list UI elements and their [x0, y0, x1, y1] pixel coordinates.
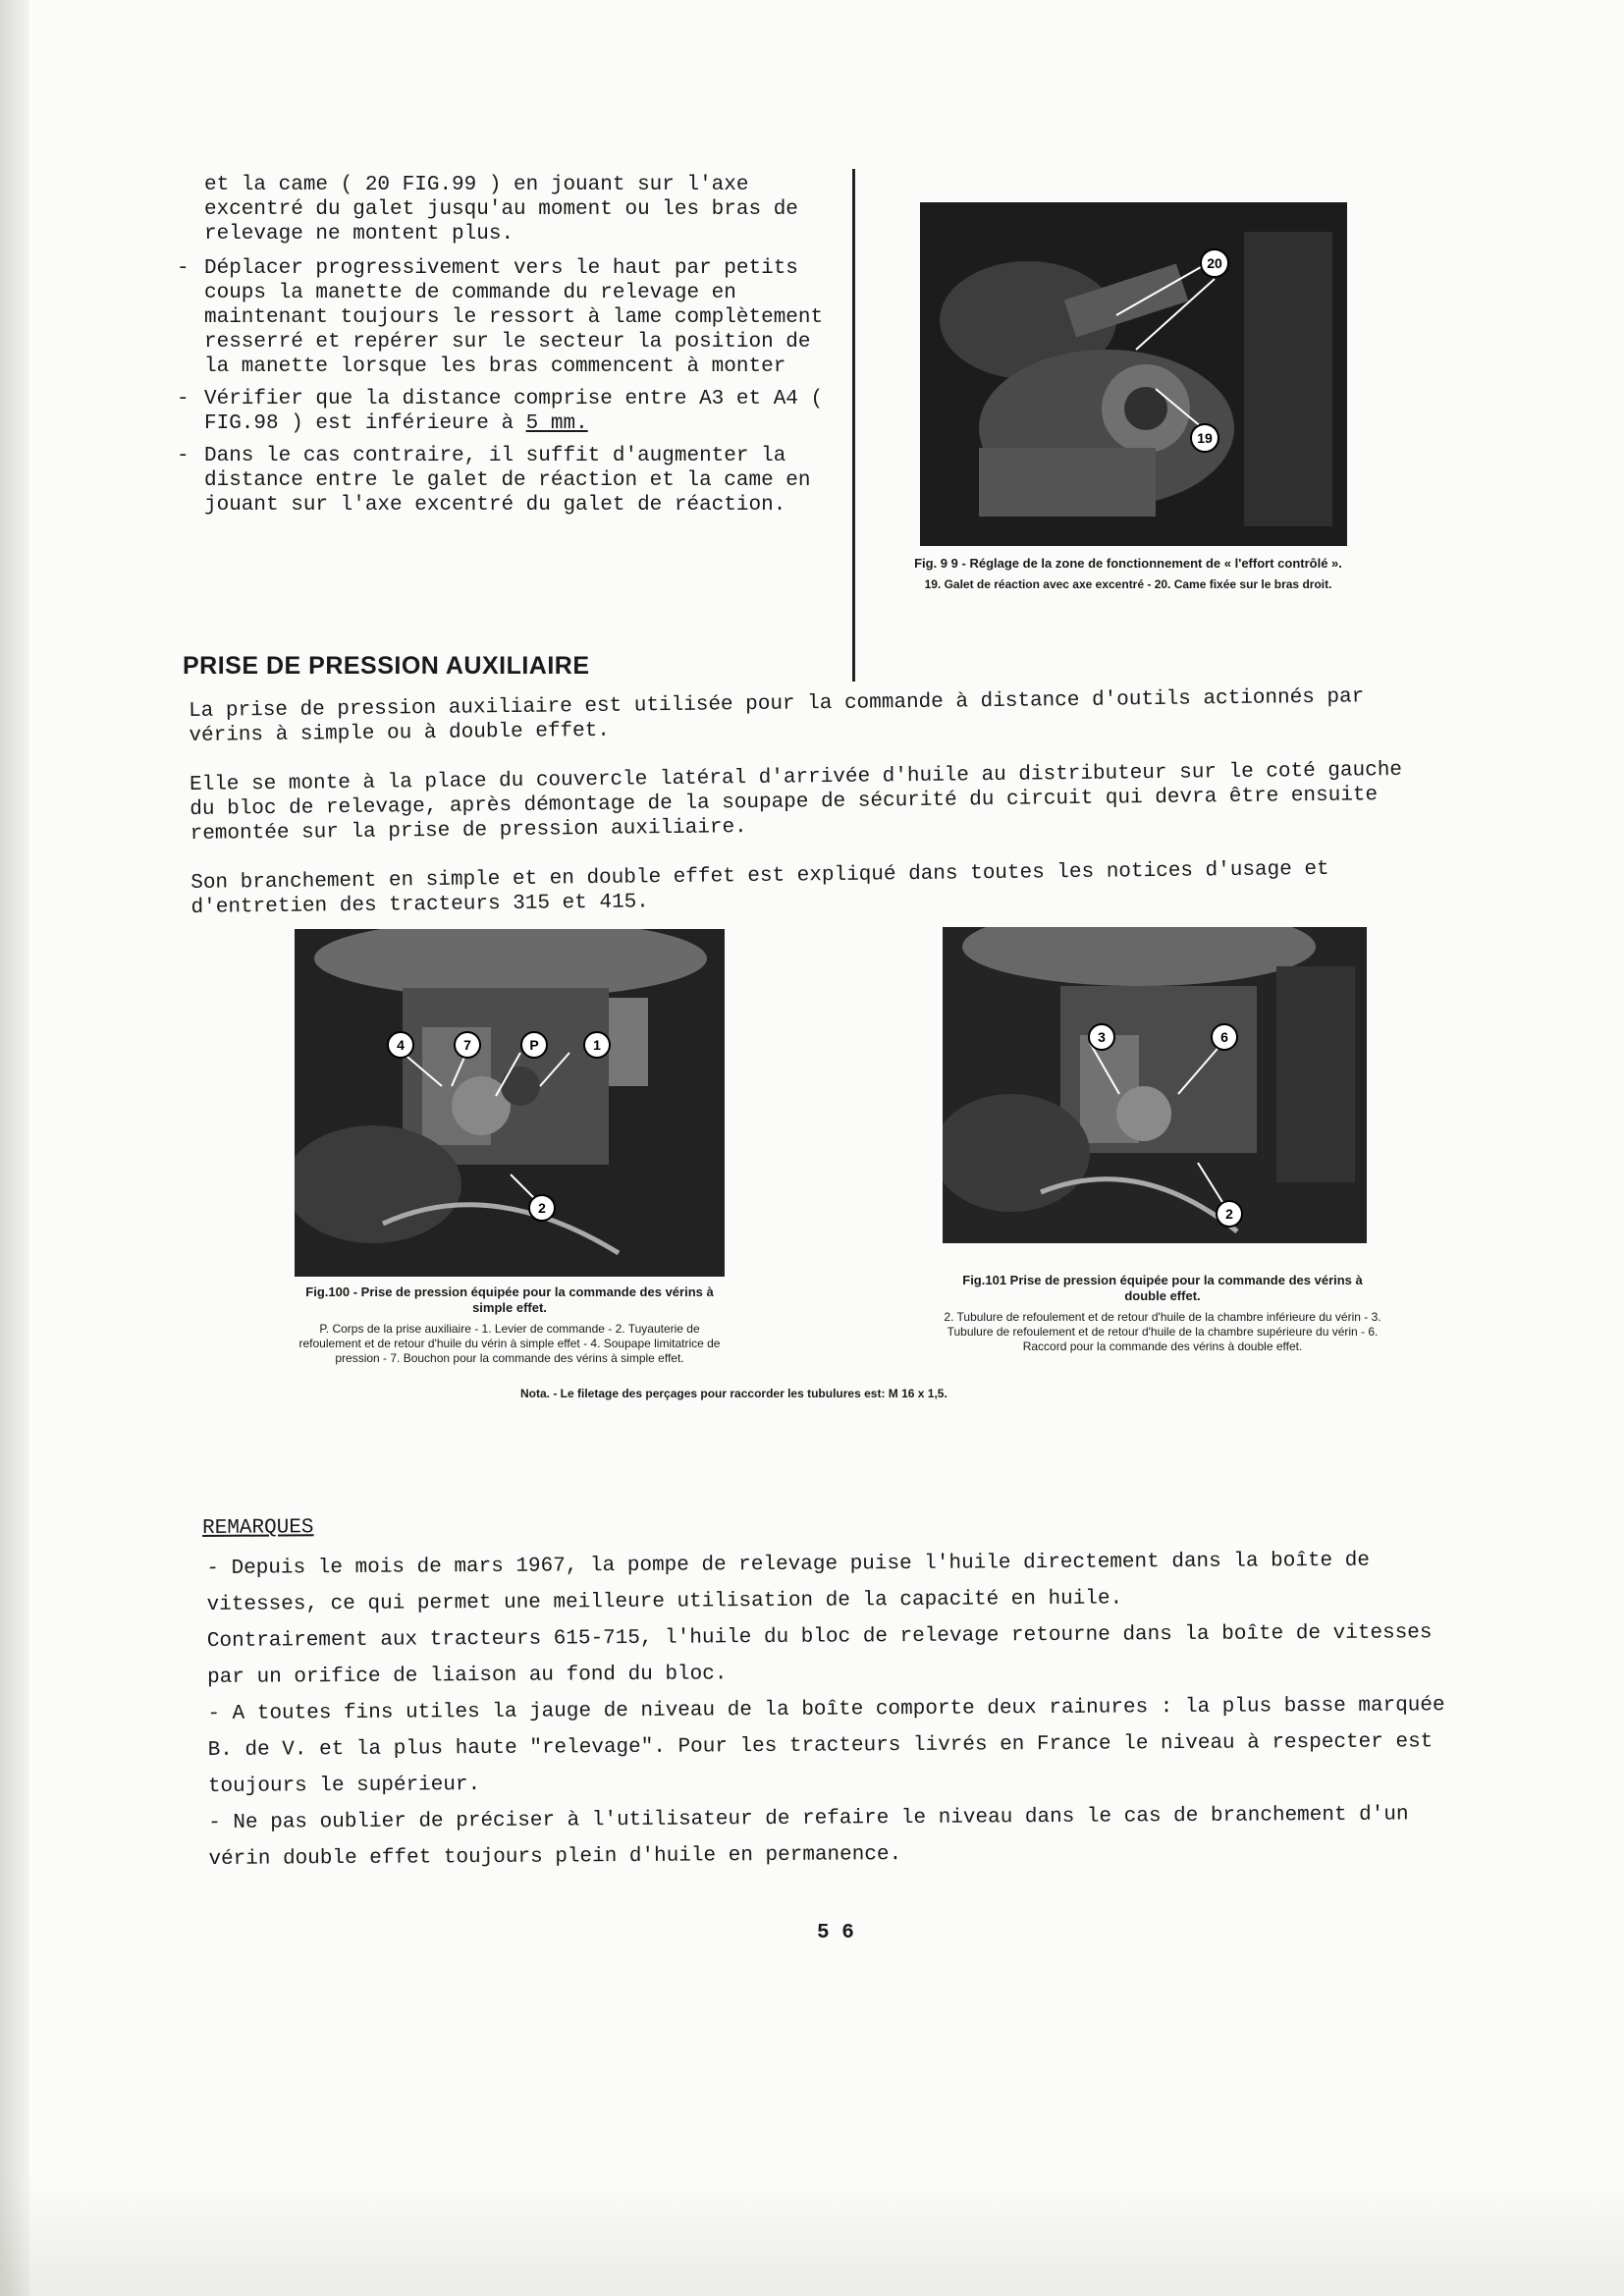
fig99-label: Fig. 9 9	[914, 556, 958, 571]
fig101-caption	[943, 1273, 1382, 1304]
remarques-line: - A toutes fins utiles la jauge de niveau de la boîte comporte deux rainures : la plus basse marquée B. de V. et la plus haute "relevage". Pour les tracteurs livrés en France le niveau à respecter est toujours le supérieur.	[207, 1694, 1445, 1798]
list-dash: -	[177, 257, 189, 280]
fig100-callout-label: 4	[397, 1037, 405, 1053]
column-divider	[852, 169, 855, 682]
fig99-callout-label: 20	[1207, 255, 1222, 271]
list-item-text: Dans le cas contraire, il suffit d'augmenter la distance entre le galet de réaction et la came en jouant sur l'axe excentré du galet de réaction.	[204, 445, 811, 517]
page-binding-edge	[0, 0, 29, 2296]
section-paragraph: Son branchement en simple et en double effet est expliqué dans toutes les notices d'usage et d'entretien des tracteurs 315 et 415.	[190, 857, 1329, 919]
section-paragraph: Elle se monte à la place du couvercle latéral d'arrivée d'huile au distributeur sur le coté gauche du bloc de relevage, après démontage de la soupape de sécurité du circuit qui devra être ensuite remontée sur la prise de pression auxiliaire.	[189, 758, 1403, 846]
fig100-illustration	[295, 929, 725, 1277]
fig99-caption-block	[893, 556, 1363, 592]
underlined-value: 5 mm.	[525, 412, 588, 435]
fig100-caption-block	[291, 1285, 729, 1366]
fig101-callout-label: 3	[1098, 1029, 1106, 1045]
fig101-photo	[943, 927, 1367, 1243]
remarques-line: - Depuis le mois de mars 1967, la pompe de relevage puise l'huile directement dans la boîte de vitesses, ce qui permet une meilleure utilisation de la capacité en huile.	[206, 1549, 1371, 1616]
nota-line: Nota. - Le filetage des perçages pour raccorder les tubulures est: M 16 x 1,5.	[520, 1387, 947, 1400]
remarques-title: REMARQUES	[202, 1516, 314, 1541]
list-item	[177, 256, 825, 379]
fig100-callout-label: 7	[463, 1037, 471, 1053]
section-paragraph: La prise de pression auxiliaire est utilisée pour la commande à distance d'outils actionnés par vérins à simple ou à double effet.	[189, 685, 1365, 747]
fig100-label: Fig.100	[305, 1285, 351, 1299]
fig100-title: - Prise de pression équipée pour la commande des vérins à simple effet.	[352, 1285, 714, 1315]
fig100-caption	[291, 1285, 729, 1316]
fig101-callout-label: 6	[1220, 1029, 1228, 1045]
fig100-callout-label: 2	[538, 1200, 546, 1216]
list-item-text: Vérifier que la distance comprise entre A3 et A4 ( FIG.98 ) est inférieure à	[204, 388, 824, 435]
fig101-title: Prise de pression équipée pour la commande des vérins à double effet.	[1009, 1273, 1363, 1303]
section-body	[189, 683, 1438, 919]
page-shadow	[0, 2178, 1624, 2296]
fig99-photo	[920, 202, 1347, 546]
fig100-photo	[295, 929, 725, 1277]
fig101-label: Fig.101	[962, 1273, 1007, 1287]
remarques-line: Contrairement aux tracteurs 615-715, l'huile du bloc de relevage retourne dans la boîte de vitesses par un orifice de liaison au fond du bloc.	[206, 1621, 1433, 1689]
fig100-callout-label: P	[529, 1037, 539, 1053]
list-dash: -	[177, 445, 189, 467]
fig101-callout-label: 2	[1225, 1206, 1233, 1222]
fig99-callout-label: 19	[1197, 430, 1213, 446]
fig99-legend: 19. Galet de réaction avec axe excentré - 20. Came fixée sur le bras droit.	[924, 577, 1332, 591]
top-left-column	[177, 173, 825, 525]
list-item	[177, 387, 825, 436]
list-item	[177, 444, 825, 518]
list-dash: -	[177, 388, 189, 410]
list-item-text: Déplacer progressivement vers le haut par petits coups la manette de commande du relevage en maintenant toujours le ressort à lame complètement resserré et repérer sur le secteur la position de la manette lorsque les bras commencent à monter	[204, 257, 824, 378]
intro-text: et la came ( 20 FIG.99 ) en jouant sur l'axe excentré du galet jusqu'au moment ou les bras de relevage ne montent plus.	[204, 174, 798, 246]
fig101-caption-block	[943, 1273, 1382, 1354]
remarques-line: - Ne pas oublier de préciser à l'utilisateur de refaire le niveau dans le cas de branchement d'un vérin double effet toujours plein d'huile en permanence.	[208, 1803, 1409, 1871]
fig99-caption	[893, 556, 1363, 572]
section-title: PRISE DE PRESSION AUXILIAIRE	[183, 652, 590, 680]
fig101-illustration	[943, 927, 1367, 1243]
page-number: 5 6	[817, 1922, 854, 1944]
fig100-callout-label: 1	[593, 1037, 601, 1053]
fig99-title: - Réglage de la zone de fonctionnement de « l'effort contrôlé ».	[961, 556, 1342, 571]
fig100-legend: P. Corps de la prise auxiliaire - 1. Levier de commande - 2. Tuyauterie de refoulement et de retour d'huile du vérin à simple effet - 4. Soupape limitatrice de pression - 7. Bouchon pour la commande des vérins à simple effet.	[298, 1322, 721, 1365]
fig99-illustration	[920, 202, 1347, 546]
fig101-legend: 2. Tubulure de refoulement et de retour d'huile de la chambre inférieure du vérin - 3. Tubulure de refoulement et de retour d'huile de la chambre supérieure du vérin - 6. Raccord pour la commande des vérins à double effet.	[944, 1310, 1381, 1353]
remarques-section	[202, 1507, 1476, 1878]
procedure-list	[177, 256, 825, 518]
